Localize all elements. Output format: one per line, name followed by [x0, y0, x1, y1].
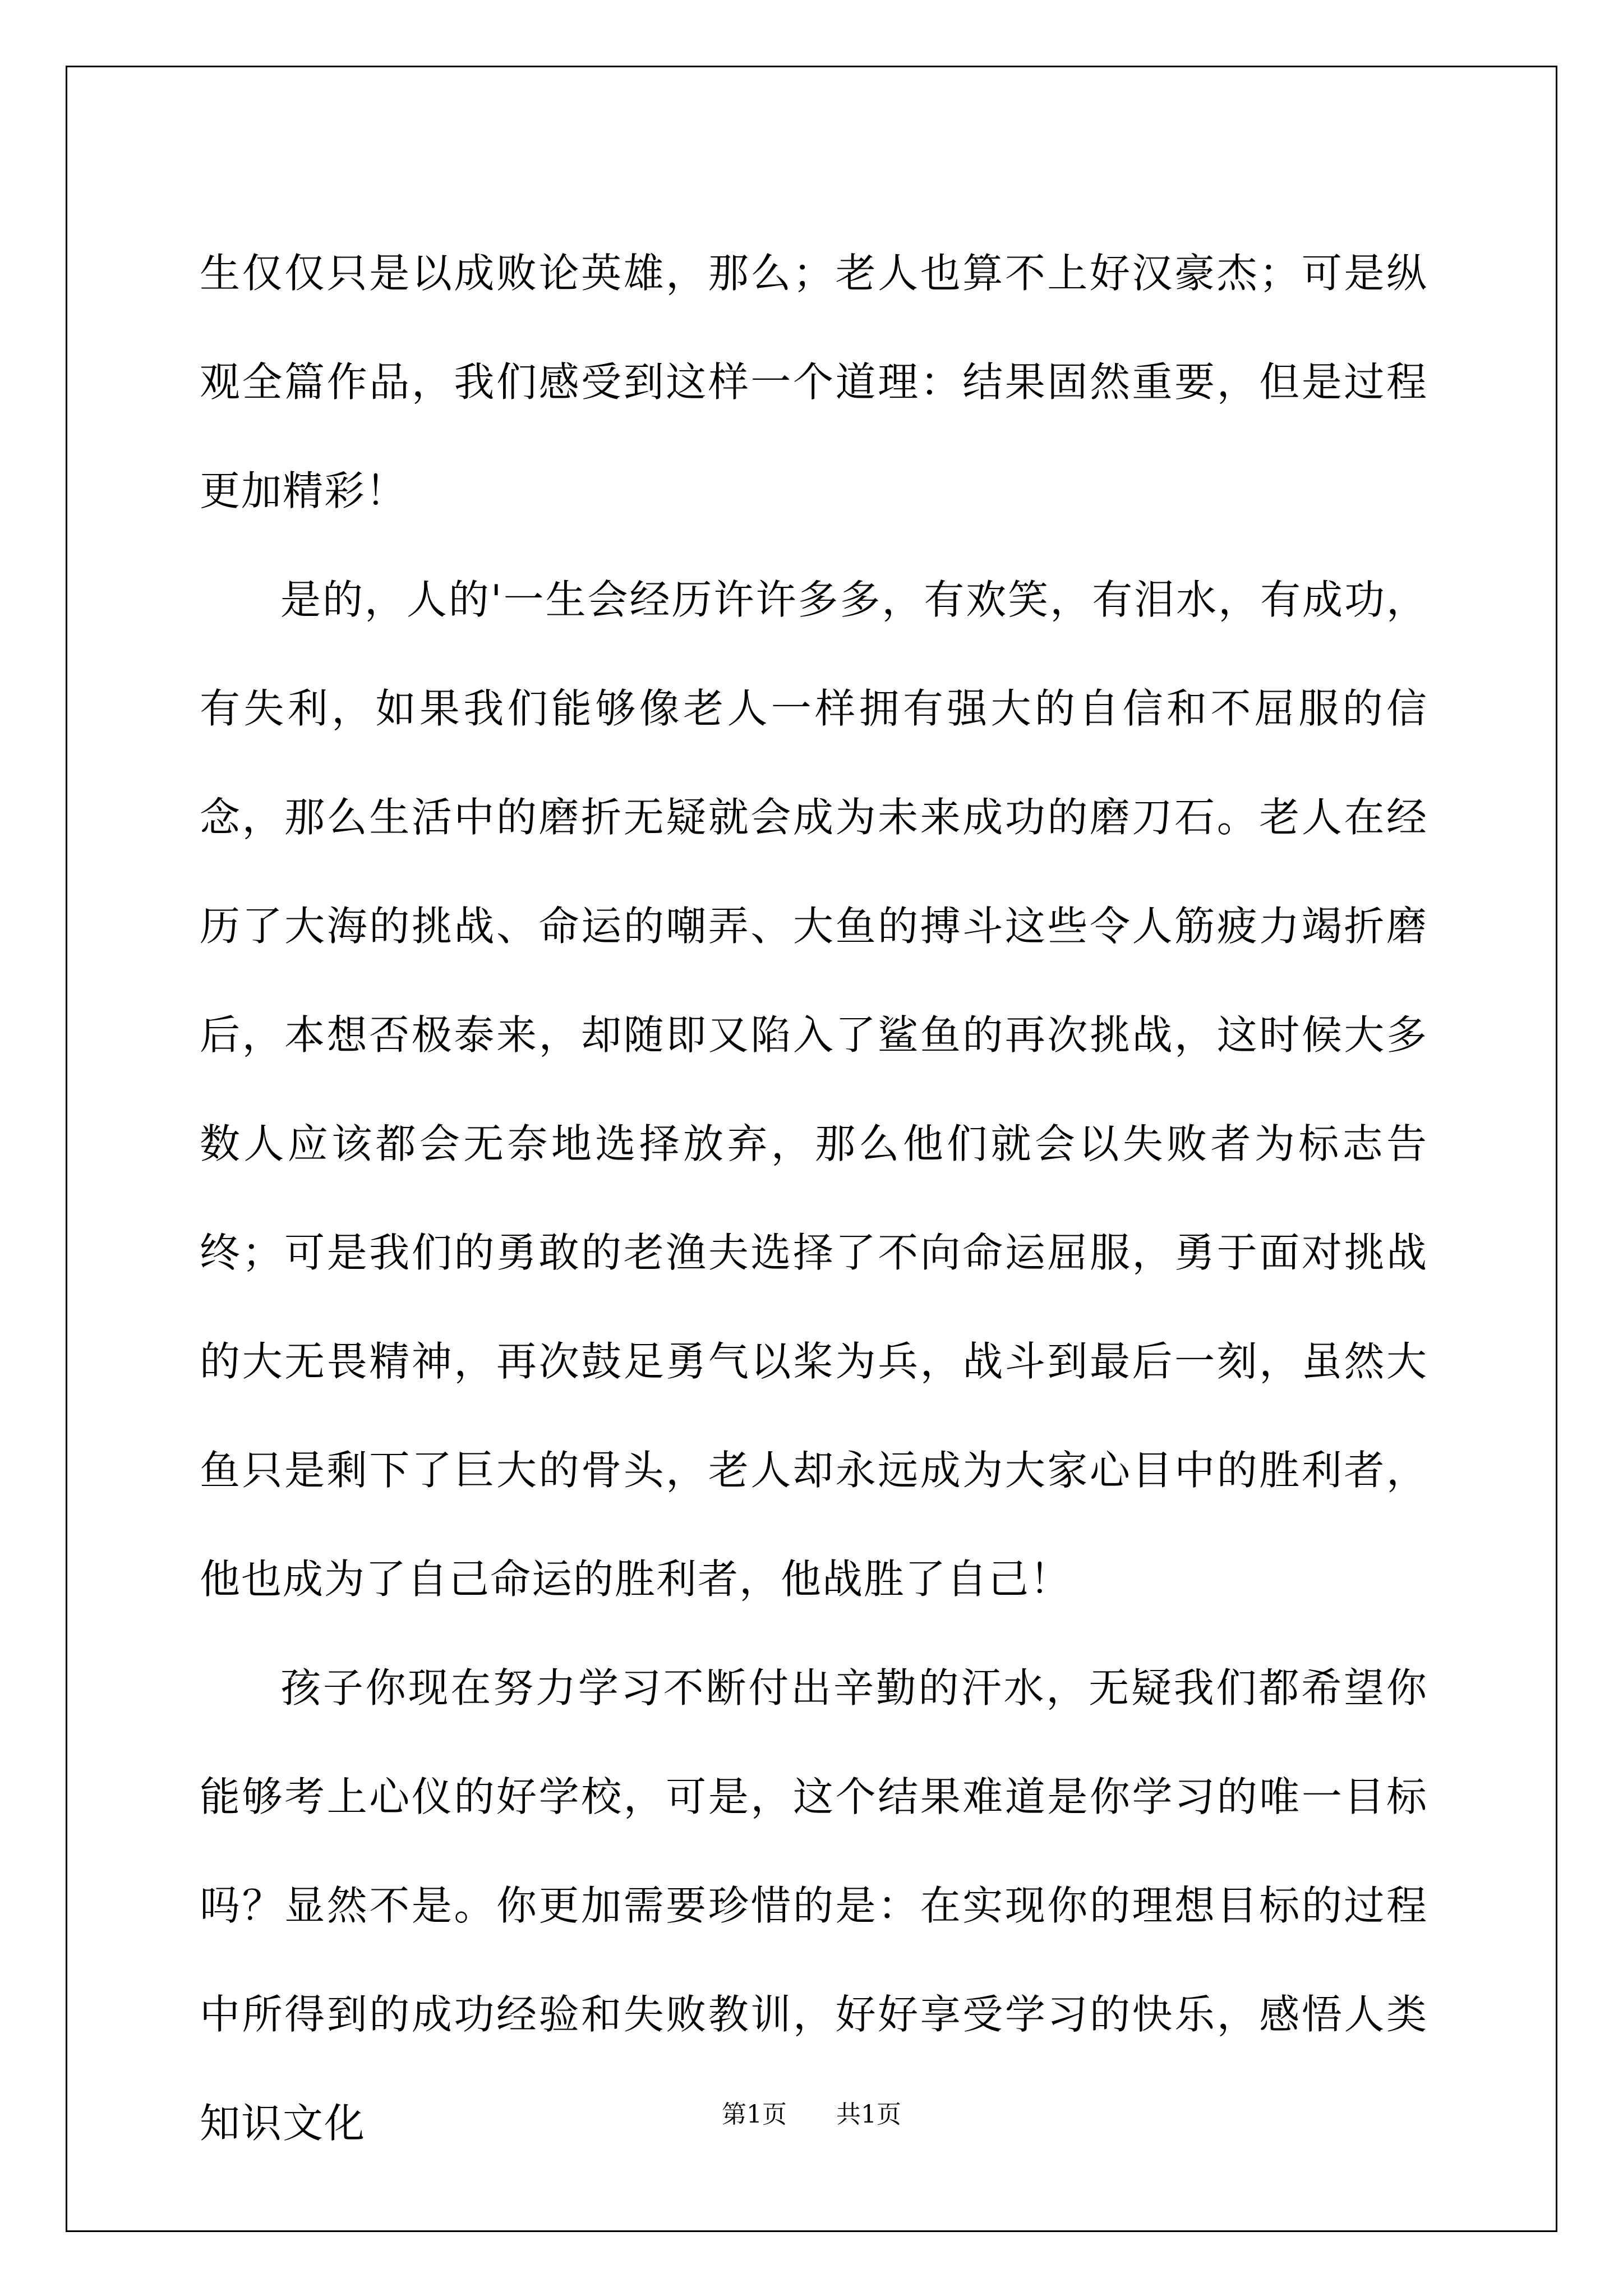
document-body	[200, 219, 1428, 2178]
paragraph-1: 生仅仅只是以成败论英雄，那么；老人也算不上好汉豪杰；可是纵观全篇作品，我们感受到这样一个道理：结果固然重要，但是过程更加精彩！	[200, 250, 1428, 514]
page-footer	[0, 2098, 1623, 2132]
page-number: 第1页	[722, 2100, 787, 2129]
page-total: 共1页	[836, 2100, 901, 2129]
paragraph-3: 孩子你现在努力学习不断付出辛勤的汗水，无疑我们都希望你能够考上心仪的好学校，可是，这个结果难道是你学习的唯一目标吗？显然不是。你更加需要珍惜的是：在实现你的理想目标的过程中所得到的成功经验和失败教训，好好享受学习的快乐，感悟人类知识文化	[200, 1664, 1428, 2147]
paragraph-2: 是的，人的'一生会经历许许多多，有欢笑，有泪水，有成功，有失利，如果我们能够像老人一样拥有强大的自信和不屈服的信念，那么生活中的磨折无疑就会成为未来成功的磨刀石。老人在经历了大海的挑战、命运的嘲弄、大鱼的搏斗这些令人筋疲力竭折磨后，本想否极泰来，却随即又陷入了鲨鱼的再次挑战，这时候大多数人应该都会无奈地选择放弃，那么他们就会以失败者为标志告终；可是我们的勇敢的老渔夫选择了不向命运屈服，勇于面对挑战的大无畏精神，再次鼓足勇气以桨为兵，战斗到最后一刻，虽然大鱼只是剩下了巨大的骨头，老人却永远成为大家心目中的胜利者，他也成为了自己命运的胜利者，他战胜了自己！	[200, 576, 1428, 1603]
